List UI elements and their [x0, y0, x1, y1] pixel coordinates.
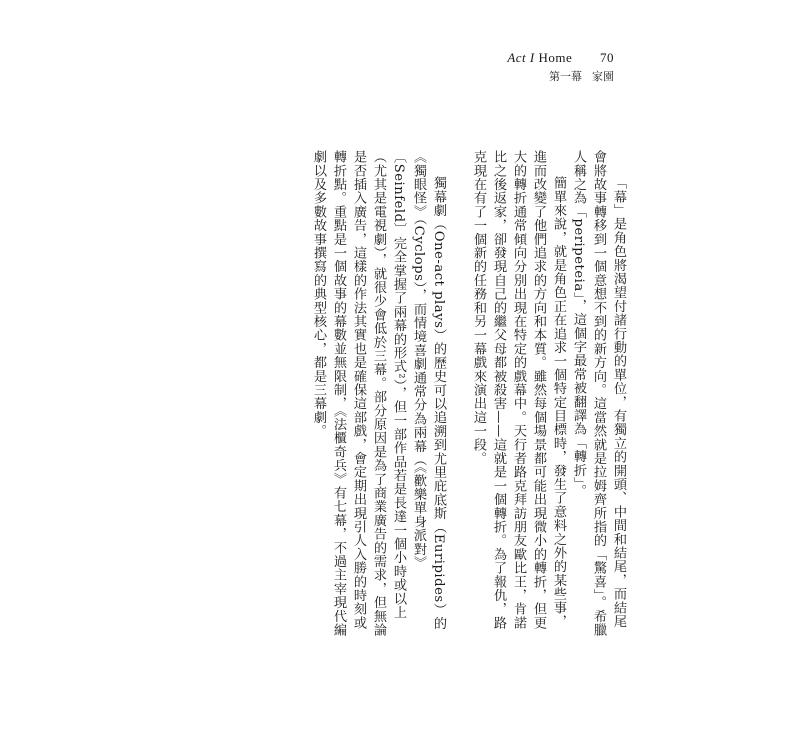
paragraph: 「幕」是角色將渴望付諸行動的單位，有獨立的開頭、中間和結尾，而結尾會將故事轉移到一個意想不到的新方向。這當然就是拉姆齊所指的「驚喜」。希臘人稱之為「peripeteia」，這個字最常被翻譯為「轉折」。: [571, 150, 626, 637]
chapter-title-en: Home: [538, 50, 573, 65]
act-label: Act I: [507, 50, 535, 65]
page-number: 70: [600, 50, 614, 65]
chapter-title-zh: 家園: [592, 70, 614, 83]
act-label-zh: 第一幕: [549, 70, 582, 83]
paragraph: 獨幕劇（One-act plays）的歷史可以追溯到尤里庇底斯（Euripides）的《獨眼怪》（Cyclops），而情境喜劇通常分為兩幕（《歡樂單身派對》〔Seinfeld〕完全掌握了兩幕的形式²），但一部作品若是長達一個小時或以上（尤其是電視劇），就很少會低於三幕。部分原因是為了商業廣告的需求，但無論是否插入廣告，這樣的作法其實也是確保這部戲，會定期出現引人入勝的時刻或轉折點。重點是一個故事的幕數並無限制，《法櫃奇兵》有七幕，不過主宰現代編劇以及多數故事撰寫的典型核心，都是三幕劇。: [311, 150, 446, 637]
running-header: [507, 50, 614, 84]
header-chinese: [507, 68, 614, 84]
paragraph: 簡單來說，就是角色正在追求一個特定目標時，發生了意料之外的某些事，進而改變了他們追求的方向和本質。雖然每個場景都可能出現微小的轉折，但更大的轉折通常傾向分別出現在特定的戲幕中。天行者路克拜訪朋友歐比王，肯諾比之後返家，卻發現自己的繼父母都被殺害——這就是一個轉折。為了報仇，路克現在有了一個新的任務和另一幕戲來演出這一段。: [471, 150, 566, 630]
header-english: [507, 50, 614, 66]
body-text: [292, 150, 628, 640]
